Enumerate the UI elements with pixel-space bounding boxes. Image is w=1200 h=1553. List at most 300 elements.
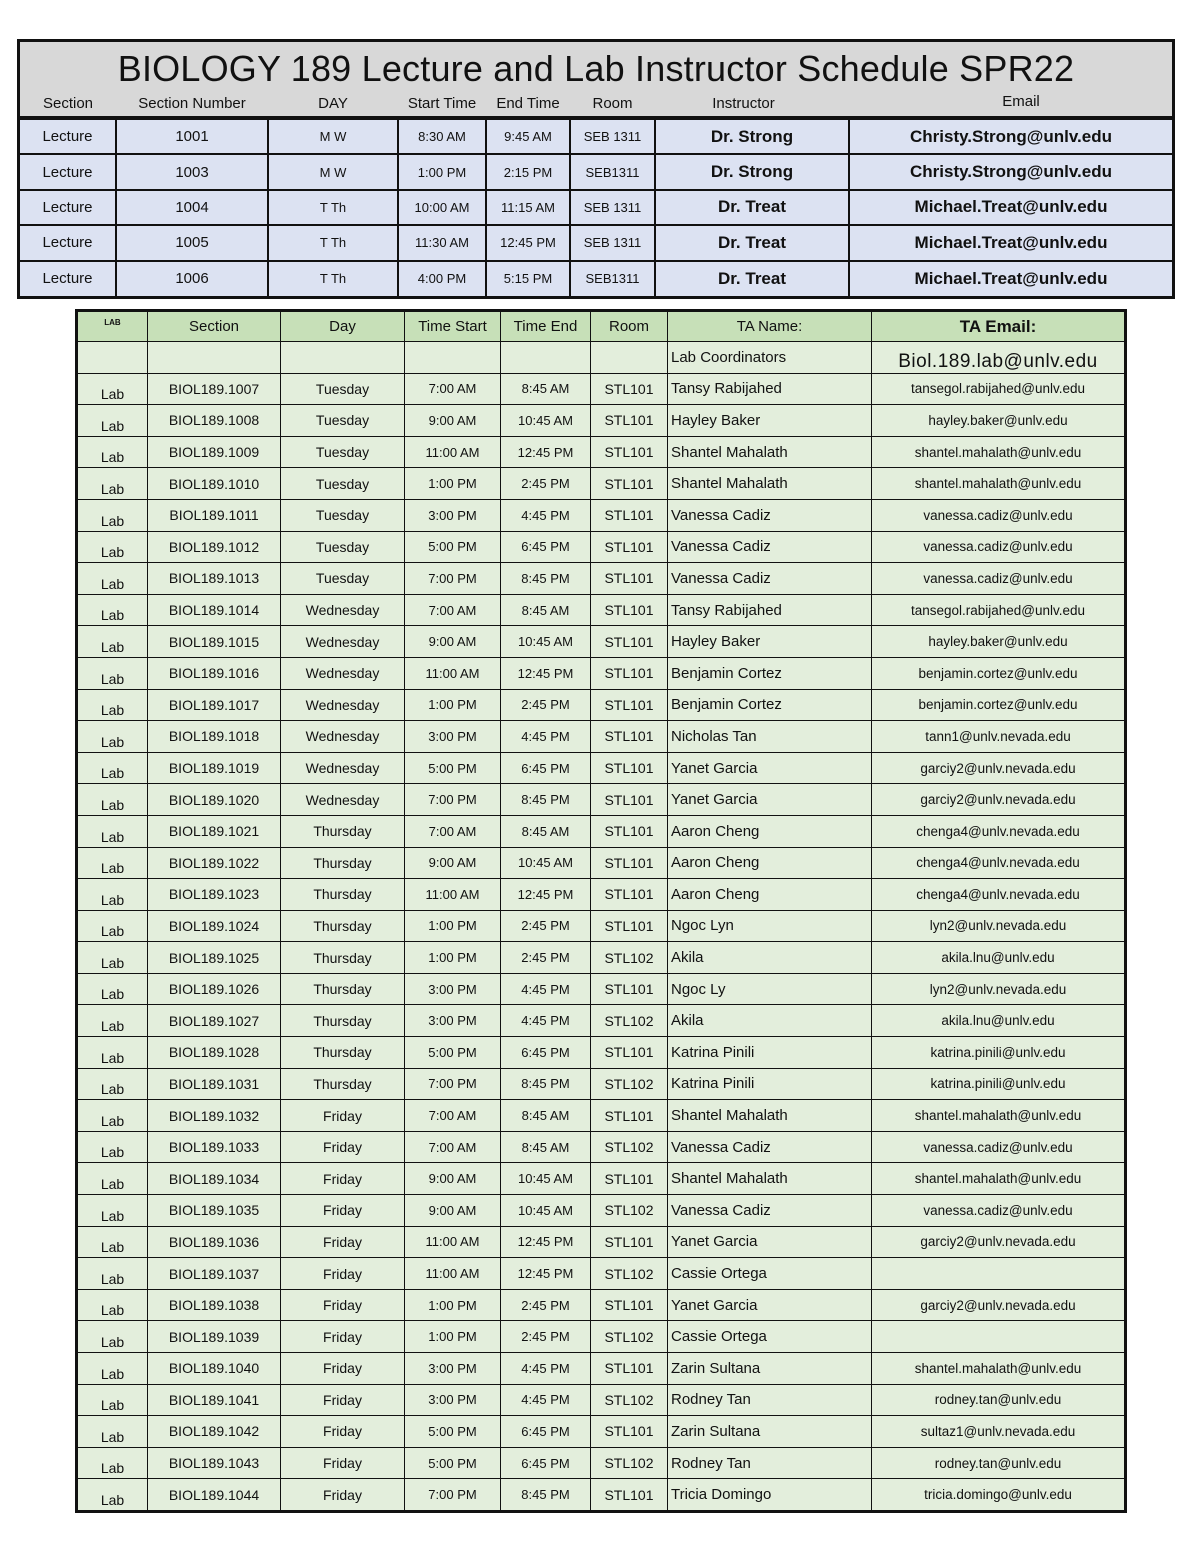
- lab-cell-time-start: 7:00 PM: [405, 784, 501, 816]
- lab-cell-time-start: 1:00 PM: [405, 942, 501, 974]
- lab-cell-ta-email[interactable]: shantel.mahalath@unlv.edu: [872, 1100, 1125, 1132]
- lab-cell-ta-email[interactable]: hayley.baker@unlv.edu: [872, 405, 1125, 437]
- lab-cell-time-end: 2:45 PM: [501, 468, 591, 500]
- lab-cell-room: STL101: [591, 1416, 668, 1448]
- lab-cell-time-start: 3:00 PM: [405, 499, 501, 531]
- lecture-cell-section: Lecture: [20, 154, 116, 189]
- lab-cell-section: BIOL189.1043: [148, 1447, 281, 1479]
- lab-cell-section: BIOL189.1022: [148, 847, 281, 879]
- lab-cell-ta-email[interactable]: hayley.baker@unlv.edu: [872, 626, 1125, 658]
- lab-cell-section: BIOL189.1010: [148, 468, 281, 500]
- lab-cell-type: Lab: [78, 1447, 148, 1479]
- lab-row: [78, 784, 1125, 816]
- lecture-cell-day: M W: [268, 154, 398, 189]
- lab-cell-time-start: 3:00 PM: [405, 1384, 501, 1416]
- lecture-row: [20, 261, 1172, 296]
- lab-cell-type: Lab: [78, 942, 148, 974]
- header-end-time: End Time: [496, 95, 560, 112]
- lecture-cell-email[interactable]: Michael.Treat@unlv.edu: [849, 225, 1172, 260]
- lab-cell-section: BIOL189.1042: [148, 1416, 281, 1448]
- lecture-cell-end-time: 2:15 PM: [486, 154, 570, 189]
- lab-cell-day: Friday: [281, 1289, 405, 1321]
- lab-cell-time-end: 2:45 PM: [501, 1321, 591, 1353]
- lab-cell-section: BIOL189.1013: [148, 563, 281, 595]
- lab-cell-ta-name: Vanessa Cadiz: [668, 499, 872, 531]
- lecture-cell-start-time: 10:00 AM: [398, 190, 486, 225]
- lab-cell-ta-email[interactable]: vanessa.cadiz@unlv.edu: [872, 563, 1125, 595]
- lab-row: [78, 563, 1125, 595]
- lab-cell-time-end: 4:45 PM: [501, 1353, 591, 1385]
- lab-table-body: [78, 373, 1125, 1510]
- lab-cell-room: STL101: [591, 594, 668, 626]
- lecture-cell-section: Lecture: [20, 190, 116, 225]
- lab-row: [78, 1447, 1125, 1479]
- lab-cell-time-end: 6:45 PM: [501, 1416, 591, 1448]
- lab-cell-time-start: 9:00 AM: [405, 626, 501, 658]
- lab-cell-type: Lab: [78, 1068, 148, 1100]
- lab-cell-section: BIOL189.1014: [148, 594, 281, 626]
- lab-cell-day: Friday: [281, 1447, 405, 1479]
- lab-row: [78, 1353, 1125, 1385]
- lab-cell-type: Lab: [78, 1479, 148, 1511]
- lecture-cell-day: T Th: [268, 261, 398, 296]
- lab-row: [78, 973, 1125, 1005]
- lab-cell-day: Friday: [281, 1384, 405, 1416]
- lab-cell-room: STL101: [591, 721, 668, 753]
- lab-cell-section: BIOL189.1009: [148, 436, 281, 468]
- cell-empty: [78, 342, 148, 374]
- lab-cell-room: STL102: [591, 1195, 668, 1227]
- lab-row: [78, 879, 1125, 911]
- lab-cell-day: Tuesday: [281, 499, 405, 531]
- lab-cell-day: Tuesday: [281, 468, 405, 500]
- lab-row: [78, 1100, 1125, 1132]
- lab-cell-day: Wednesday: [281, 721, 405, 753]
- lab-cell-time-start: 11:00 AM: [405, 436, 501, 468]
- lab-cell-ta-email[interactable]: tansegol.rabijahed@unlv.edu: [872, 373, 1125, 405]
- lab-coordinator-row: [78, 342, 1125, 374]
- lab-cell-section: BIOL189.1039: [148, 1321, 281, 1353]
- lab-cell-room: STL102: [591, 1321, 668, 1353]
- lab-cell-section: BIOL189.1023: [148, 879, 281, 911]
- cell-empty: [501, 342, 591, 374]
- lab-cell-room: STL101: [591, 657, 668, 689]
- lab-cell-section: BIOL189.1020: [148, 784, 281, 816]
- lab-cell-ta-email[interactable]: shantel.mahalath@unlv.edu: [872, 468, 1125, 500]
- lecture-cell-email[interactable]: Christy.Strong@unlv.edu: [849, 154, 1172, 189]
- lecture-cell-email[interactable]: Michael.Treat@unlv.edu: [849, 190, 1172, 225]
- lecture-row: [20, 225, 1172, 260]
- lab-cell-time-start: 5:00 PM: [405, 1037, 501, 1069]
- lecture-cell-start-time: 1:00 PM: [398, 154, 486, 189]
- lab-cell-type: Lab: [78, 879, 148, 911]
- lab-cell-time-start: 11:00 AM: [405, 657, 501, 689]
- lab-cell-room: STL101: [591, 752, 668, 784]
- lab-cell-day: Thursday: [281, 815, 405, 847]
- lecture-cell-instructor: Dr. Treat: [655, 190, 849, 225]
- lab-cell-section: BIOL189.1031: [148, 1068, 281, 1100]
- lab-cell-ta-email[interactable]: rodney.tan@unlv.edu: [872, 1384, 1125, 1416]
- lab-cell-ta-email[interactable]: shantel.mahalath@unlv.edu: [872, 436, 1125, 468]
- lab-cell-ta-email[interactable]: chenga4@unlv.nevada.edu: [872, 879, 1125, 911]
- lab-row: [78, 1258, 1125, 1290]
- lecture-cell-instructor: Dr. Strong: [655, 119, 849, 154]
- lecture-cell-instructor: Dr. Strong: [655, 154, 849, 189]
- lab-cell-room: STL101: [591, 1353, 668, 1385]
- lecture-cell-instructor: Dr. Treat: [655, 261, 849, 296]
- lab-cell-section: BIOL189.1028: [148, 1037, 281, 1069]
- lab-cell-day: Thursday: [281, 973, 405, 1005]
- lab-coordinators-label: Lab Coordinators: [668, 342, 872, 374]
- lab-cell-type: Lab: [78, 1226, 148, 1258]
- lab-cell-section: BIOL189.1021: [148, 815, 281, 847]
- lab-cell-section: BIOL189.1012: [148, 531, 281, 563]
- header-email: Email: [1002, 93, 1040, 110]
- lab-cell-day: Friday: [281, 1163, 405, 1195]
- lecture-cell-email[interactable]: Christy.Strong@unlv.edu: [849, 119, 1172, 154]
- lab-cell-ta-name: Vanessa Cadiz: [668, 563, 872, 595]
- lab-cell-time-end: 6:45 PM: [501, 1447, 591, 1479]
- lab-cell-ta-email[interactable]: tansegol.rabijahed@unlv.edu: [872, 594, 1125, 626]
- lab-cell-day: Friday: [281, 1321, 405, 1353]
- lab-cell-type: Lab: [78, 752, 148, 784]
- lab-cell-day: Thursday: [281, 942, 405, 974]
- lab-cell-day: Wednesday: [281, 752, 405, 784]
- lab-cell-ta-name: Katrina Pinili: [668, 1037, 872, 1069]
- lab-cell-time-end: 8:45 PM: [501, 784, 591, 816]
- lab-cell-room: STL101: [591, 563, 668, 595]
- lab-row: [78, 531, 1125, 563]
- lab-header-room: Room: [591, 312, 668, 342]
- lab-cell-time-end: 12:45 PM: [501, 1258, 591, 1290]
- lab-cell-ta-email[interactable]: garciy2@unlv.nevada.edu: [872, 1289, 1125, 1321]
- lab-cell-time-end: 6:45 PM: [501, 1037, 591, 1069]
- lab-cell-day: Friday: [281, 1416, 405, 1448]
- lab-cell-type: Lab: [78, 1289, 148, 1321]
- lab-cell-room: STL101: [591, 879, 668, 911]
- lab-cell-day: Wednesday: [281, 784, 405, 816]
- lab-cell-time-start: 1:00 PM: [405, 910, 501, 942]
- lab-cell-ta-name: Tansy Rabijahed: [668, 594, 872, 626]
- lab-cell-time-start: 5:00 PM: [405, 1447, 501, 1479]
- lab-cell-time-start: 5:00 PM: [405, 752, 501, 784]
- lab-row: [78, 373, 1125, 405]
- lecture-cell-start-time: 8:30 AM: [398, 119, 486, 154]
- lab-cell-time-end: 10:45 AM: [501, 1163, 591, 1195]
- lecture-cell-section-number: 1003: [116, 154, 268, 189]
- lab-header-time-end: Time End: [501, 312, 591, 342]
- lab-cell-section: BIOL189.1041: [148, 1384, 281, 1416]
- lab-cell-ta-name: Cassie Ortega: [668, 1321, 872, 1353]
- lecture-cell-email[interactable]: Michael.Treat@unlv.edu: [849, 261, 1172, 296]
- lab-cell-time-end: 4:45 PM: [501, 1005, 591, 1037]
- lab-cell-ta-name: Katrina Pinili: [668, 1068, 872, 1100]
- lecture-cell-section: Lecture: [20, 261, 116, 296]
- lab-coordinators-email[interactable]: Biol.189.lab@unlv.edu: [872, 342, 1125, 374]
- lab-cell-ta-email[interactable]: rodney.tan@unlv.edu: [872, 1447, 1125, 1479]
- lab-row: [78, 1384, 1125, 1416]
- lab-cell-section: BIOL189.1036: [148, 1226, 281, 1258]
- lab-cell-type: Lab: [78, 1037, 148, 1069]
- lab-row: [78, 1289, 1125, 1321]
- lab-cell-ta-email[interactable]: garciy2@unlv.nevada.edu: [872, 784, 1125, 816]
- lab-cell-ta-email[interactable]: akila.lnu@unlv.edu: [872, 1005, 1125, 1037]
- lecture-header: [20, 42, 1172, 118]
- lab-cell-room: STL101: [591, 436, 668, 468]
- lecture-cell-section-number: 1004: [116, 190, 268, 225]
- lab-cell-type: Lab: [78, 1416, 148, 1448]
- lab-cell-room: STL102: [591, 1258, 668, 1290]
- lecture-row: [20, 154, 1172, 189]
- lab-cell-time-end: 8:45 AM: [501, 373, 591, 405]
- lab-header-ta-email: TA Email:: [872, 312, 1125, 342]
- lecture-cell-end-time: 11:15 AM: [486, 190, 570, 225]
- lab-row: [78, 721, 1125, 753]
- lab-cell-ta-name: Vanessa Cadiz: [668, 1131, 872, 1163]
- lab-cell-section: BIOL189.1008: [148, 405, 281, 437]
- lecture-table: [20, 118, 1172, 296]
- lab-cell-time-start: 5:00 PM: [405, 1416, 501, 1448]
- lab-cell-time-end: 8:45 PM: [501, 1479, 591, 1511]
- lab-cell-ta-name: Aaron Cheng: [668, 815, 872, 847]
- lab-cell-time-start: 5:00 PM: [405, 531, 501, 563]
- lab-cell-ta-email[interactable]: akila.lnu@unlv.edu: [872, 942, 1125, 974]
- lab-cell-ta-name: Aaron Cheng: [668, 847, 872, 879]
- lab-cell-ta-email[interactable]: tann1@unlv.nevada.edu: [872, 721, 1125, 753]
- lab-cell-time-start: 3:00 PM: [405, 973, 501, 1005]
- lab-cell-time-start: 11:00 AM: [405, 1226, 501, 1258]
- lab-row: [78, 626, 1125, 658]
- lab-cell-time-end: 2:45 PM: [501, 1289, 591, 1321]
- lab-cell-section: BIOL189.1027: [148, 1005, 281, 1037]
- lecture-cell-end-time: 5:15 PM: [486, 261, 570, 296]
- lab-cell-day: Thursday: [281, 1037, 405, 1069]
- lab-row: [78, 1005, 1125, 1037]
- lab-cell-ta-name: Ngoc Ly: [668, 973, 872, 1005]
- lecture-cell-start-time: 11:30 AM: [398, 225, 486, 260]
- lab-row: [78, 689, 1125, 721]
- lab-cell-ta-email[interactable]: [872, 1321, 1125, 1353]
- lab-cell-day: Friday: [281, 1258, 405, 1290]
- lab-row: [78, 752, 1125, 784]
- lab-cell-section: BIOL189.1034: [148, 1163, 281, 1195]
- lab-cell-type: Lab: [78, 1163, 148, 1195]
- lecture-cell-end-time: 12:45 PM: [486, 225, 570, 260]
- lab-cell-time-end: 2:45 PM: [501, 689, 591, 721]
- lab-cell-room: STL102: [591, 1131, 668, 1163]
- lab-cell-time-start: 7:00 AM: [405, 594, 501, 626]
- lab-cell-time-end: 4:45 PM: [501, 1384, 591, 1416]
- lab-cell-room: STL102: [591, 942, 668, 974]
- lab-cell-time-start: 9:00 AM: [405, 847, 501, 879]
- lab-cell-ta-email[interactable]: chenga4@unlv.nevada.edu: [872, 815, 1125, 847]
- lab-cell-ta-email[interactable]: garciy2@unlv.nevada.edu: [872, 752, 1125, 784]
- lab-cell-day: Friday: [281, 1226, 405, 1258]
- lab-cell-ta-email[interactable]: vanessa.cadiz@unlv.edu: [872, 1131, 1125, 1163]
- lab-cell-day: Wednesday: [281, 657, 405, 689]
- lab-cell-room: STL102: [591, 1005, 668, 1037]
- lab-cell-ta-name: Tricia Domingo: [668, 1479, 872, 1511]
- cell-empty: [591, 342, 668, 374]
- lab-cell-type: Lab: [78, 1195, 148, 1227]
- lab-cell-type: Lab: [78, 626, 148, 658]
- lab-cell-ta-email[interactable]: shantel.mahalath@unlv.edu: [872, 1353, 1125, 1385]
- lab-cell-room: STL101: [591, 626, 668, 658]
- lab-cell-time-end: 8:45 PM: [501, 563, 591, 595]
- lab-row: [78, 910, 1125, 942]
- lab-cell-room: STL101: [591, 468, 668, 500]
- header-instructor: Instructor: [712, 95, 775, 112]
- lab-cell-day: Thursday: [281, 879, 405, 911]
- lab-cell-ta-email[interactable]: vanessa.cadiz@unlv.edu: [872, 1195, 1125, 1227]
- lab-cell-time-start: 7:00 PM: [405, 1068, 501, 1100]
- header-start-time: Start Time: [407, 95, 477, 112]
- lecture-cell-day: T Th: [268, 225, 398, 260]
- lab-cell-time-end: 6:45 PM: [501, 531, 591, 563]
- lab-cell-type: Lab: [78, 1321, 148, 1353]
- lab-cell-type: Lab: [78, 436, 148, 468]
- lab-cell-time-start: 7:00 AM: [405, 373, 501, 405]
- lab-cell-time-end: 8:45 AM: [501, 815, 591, 847]
- lab-cell-time-start: 1:00 PM: [405, 689, 501, 721]
- lab-cell-ta-email[interactable]: katrina.pinili@unlv.edu: [872, 1068, 1125, 1100]
- lab-cell-day: Thursday: [281, 1005, 405, 1037]
- lab-cell-time-end: 10:45 AM: [501, 626, 591, 658]
- lecture-cell-day: M W: [268, 119, 398, 154]
- lab-cell-type: Lab: [78, 721, 148, 753]
- lab-row: [78, 657, 1125, 689]
- lab-cell-room: STL101: [591, 1226, 668, 1258]
- lab-cell-day: Thursday: [281, 1068, 405, 1100]
- lab-header-row: [78, 312, 1125, 342]
- lab-cell-ta-name: Akila: [668, 942, 872, 974]
- lab-cell-time-start: 7:00 AM: [405, 1100, 501, 1132]
- lab-cell-day: Friday: [281, 1131, 405, 1163]
- lab-cell-ta-email[interactable]: shantel.mahalath@unlv.edu: [872, 1163, 1125, 1195]
- lab-cell-section: BIOL189.1032: [148, 1100, 281, 1132]
- lecture-cell-room: SEB 1311: [570, 119, 655, 154]
- lab-cell-ta-email[interactable]: vanessa.cadiz@unlv.edu: [872, 531, 1125, 563]
- lab-cell-ta-name: Ngoc Lyn: [668, 910, 872, 942]
- lab-cell-day: Thursday: [281, 910, 405, 942]
- lab-row: [78, 594, 1125, 626]
- lab-cell-type: Lab: [78, 847, 148, 879]
- lab-cell-time-end: 10:45 AM: [501, 1195, 591, 1227]
- lab-cell-room: STL101: [591, 973, 668, 1005]
- lab-cell-ta-email[interactable]: benjamin.cortez@unlv.edu: [872, 657, 1125, 689]
- lab-cell-time-end: 12:45 PM: [501, 879, 591, 911]
- lab-cell-ta-email[interactable]: katrina.pinili@unlv.edu: [872, 1037, 1125, 1069]
- lab-cell-ta-name: Yanet Garcia: [668, 784, 872, 816]
- lab-cell-ta-name: Hayley Baker: [668, 405, 872, 437]
- lab-cell-ta-email[interactable]: [872, 1258, 1125, 1290]
- lab-cell-ta-name: Nicholas Tan: [668, 721, 872, 753]
- lab-cell-section: BIOL189.1044: [148, 1479, 281, 1511]
- lab-cell-ta-name: Zarin Sultana: [668, 1353, 872, 1385]
- lecture-row: [20, 119, 1172, 154]
- lab-cell-section: BIOL189.1007: [148, 373, 281, 405]
- lab-cell-day: Friday: [281, 1100, 405, 1132]
- lab-cell-room: STL101: [591, 1037, 668, 1069]
- lab-cell-ta-email[interactable]: vanessa.cadiz@unlv.edu: [872, 499, 1125, 531]
- lab-row: [78, 1226, 1125, 1258]
- lab-cell-day: Tuesday: [281, 373, 405, 405]
- header-day: DAY: [318, 95, 348, 112]
- lecture-cell-section: Lecture: [20, 119, 116, 154]
- lab-row: [78, 1163, 1125, 1195]
- lab-cell-day: Tuesday: [281, 405, 405, 437]
- lab-cell-day: Tuesday: [281, 563, 405, 595]
- lab-cell-room: STL102: [591, 1384, 668, 1416]
- lab-cell-time-start: 9:00 AM: [405, 405, 501, 437]
- lab-cell-ta-email[interactable]: garciy2@unlv.nevada.edu: [872, 1226, 1125, 1258]
- lab-cell-day: Wednesday: [281, 626, 405, 658]
- lab-cell-section: BIOL189.1016: [148, 657, 281, 689]
- lab-cell-ta-email[interactable]: lyn2@unlv.nevada.edu: [872, 973, 1125, 1005]
- lab-cell-ta-email[interactable]: benjamin.cortez@unlv.edu: [872, 689, 1125, 721]
- lab-cell-time-start: 7:00 PM: [405, 563, 501, 595]
- lab-cell-time-end: 10:45 AM: [501, 847, 591, 879]
- lab-cell-type: Lab: [78, 1353, 148, 1385]
- lab-cell-room: STL101: [591, 1479, 668, 1511]
- lab-cell-time-start: 3:00 PM: [405, 1353, 501, 1385]
- lab-cell-time-end: 8:45 AM: [501, 594, 591, 626]
- lab-cell-ta-email[interactable]: tricia.domingo@unlv.edu: [872, 1479, 1125, 1511]
- lab-row: [78, 405, 1125, 437]
- lab-cell-section: BIOL189.1011: [148, 499, 281, 531]
- lab-row: [78, 1068, 1125, 1100]
- lab-cell-ta-name: Yanet Garcia: [668, 752, 872, 784]
- header-section: Section: [42, 95, 94, 112]
- lab-cell-type: Lab: [78, 1258, 148, 1290]
- lab-cell-room: STL101: [591, 1289, 668, 1321]
- lab-cell-type: Lab: [78, 689, 148, 721]
- lab-cell-ta-name: Benjamin Cortez: [668, 689, 872, 721]
- lab-cell-time-end: 8:45 AM: [501, 1100, 591, 1132]
- lab-row: [78, 468, 1125, 500]
- lab-cell-ta-email[interactable]: lyn2@unlv.nevada.edu: [872, 910, 1125, 942]
- page-title: BIOLOGY 189 Lecture and Lab Instructor Schedule SPR22: [117, 48, 1075, 89]
- lab-cell-time-start: 1:00 PM: [405, 1289, 501, 1321]
- lab-cell-type: Lab: [78, 1100, 148, 1132]
- lab-cell-type: Lab: [78, 910, 148, 942]
- lab-cell-day: Wednesday: [281, 594, 405, 626]
- lab-header-time-start: Time Start: [405, 312, 501, 342]
- lab-cell-time-end: 8:45 PM: [501, 1068, 591, 1100]
- lab-row: [78, 436, 1125, 468]
- lecture-cell-instructor: Dr. Treat: [655, 225, 849, 260]
- lecture-cell-end-time: 9:45 AM: [486, 119, 570, 154]
- lab-cell-ta-email[interactable]: chenga4@unlv.nevada.edu: [872, 847, 1125, 879]
- lab-cell-room: STL101: [591, 531, 668, 563]
- lab-cell-ta-email[interactable]: sultaz1@unlv.nevada.edu: [872, 1416, 1125, 1448]
- lab-cell-day: Friday: [281, 1353, 405, 1385]
- lab-cell-type: Lab: [78, 531, 148, 563]
- lab-cell-section: BIOL189.1035: [148, 1195, 281, 1227]
- lab-row: [78, 1321, 1125, 1353]
- lab-cell-time-end: 12:45 PM: [501, 657, 591, 689]
- lab-cell-time-end: 8:45 AM: [501, 1131, 591, 1163]
- lecture-cell-room: SEB 1311: [570, 190, 655, 225]
- lab-cell-ta-name: Akila: [668, 1005, 872, 1037]
- lab-cell-time-end: 6:45 PM: [501, 752, 591, 784]
- lab-cell-ta-name: Hayley Baker: [668, 626, 872, 658]
- lab-cell-time-start: 7:00 AM: [405, 1131, 501, 1163]
- lab-cell-section: BIOL189.1018: [148, 721, 281, 753]
- lab-cell-room: STL101: [591, 847, 668, 879]
- lab-cell-room: STL101: [591, 910, 668, 942]
- lab-cell-section: BIOL189.1017: [148, 689, 281, 721]
